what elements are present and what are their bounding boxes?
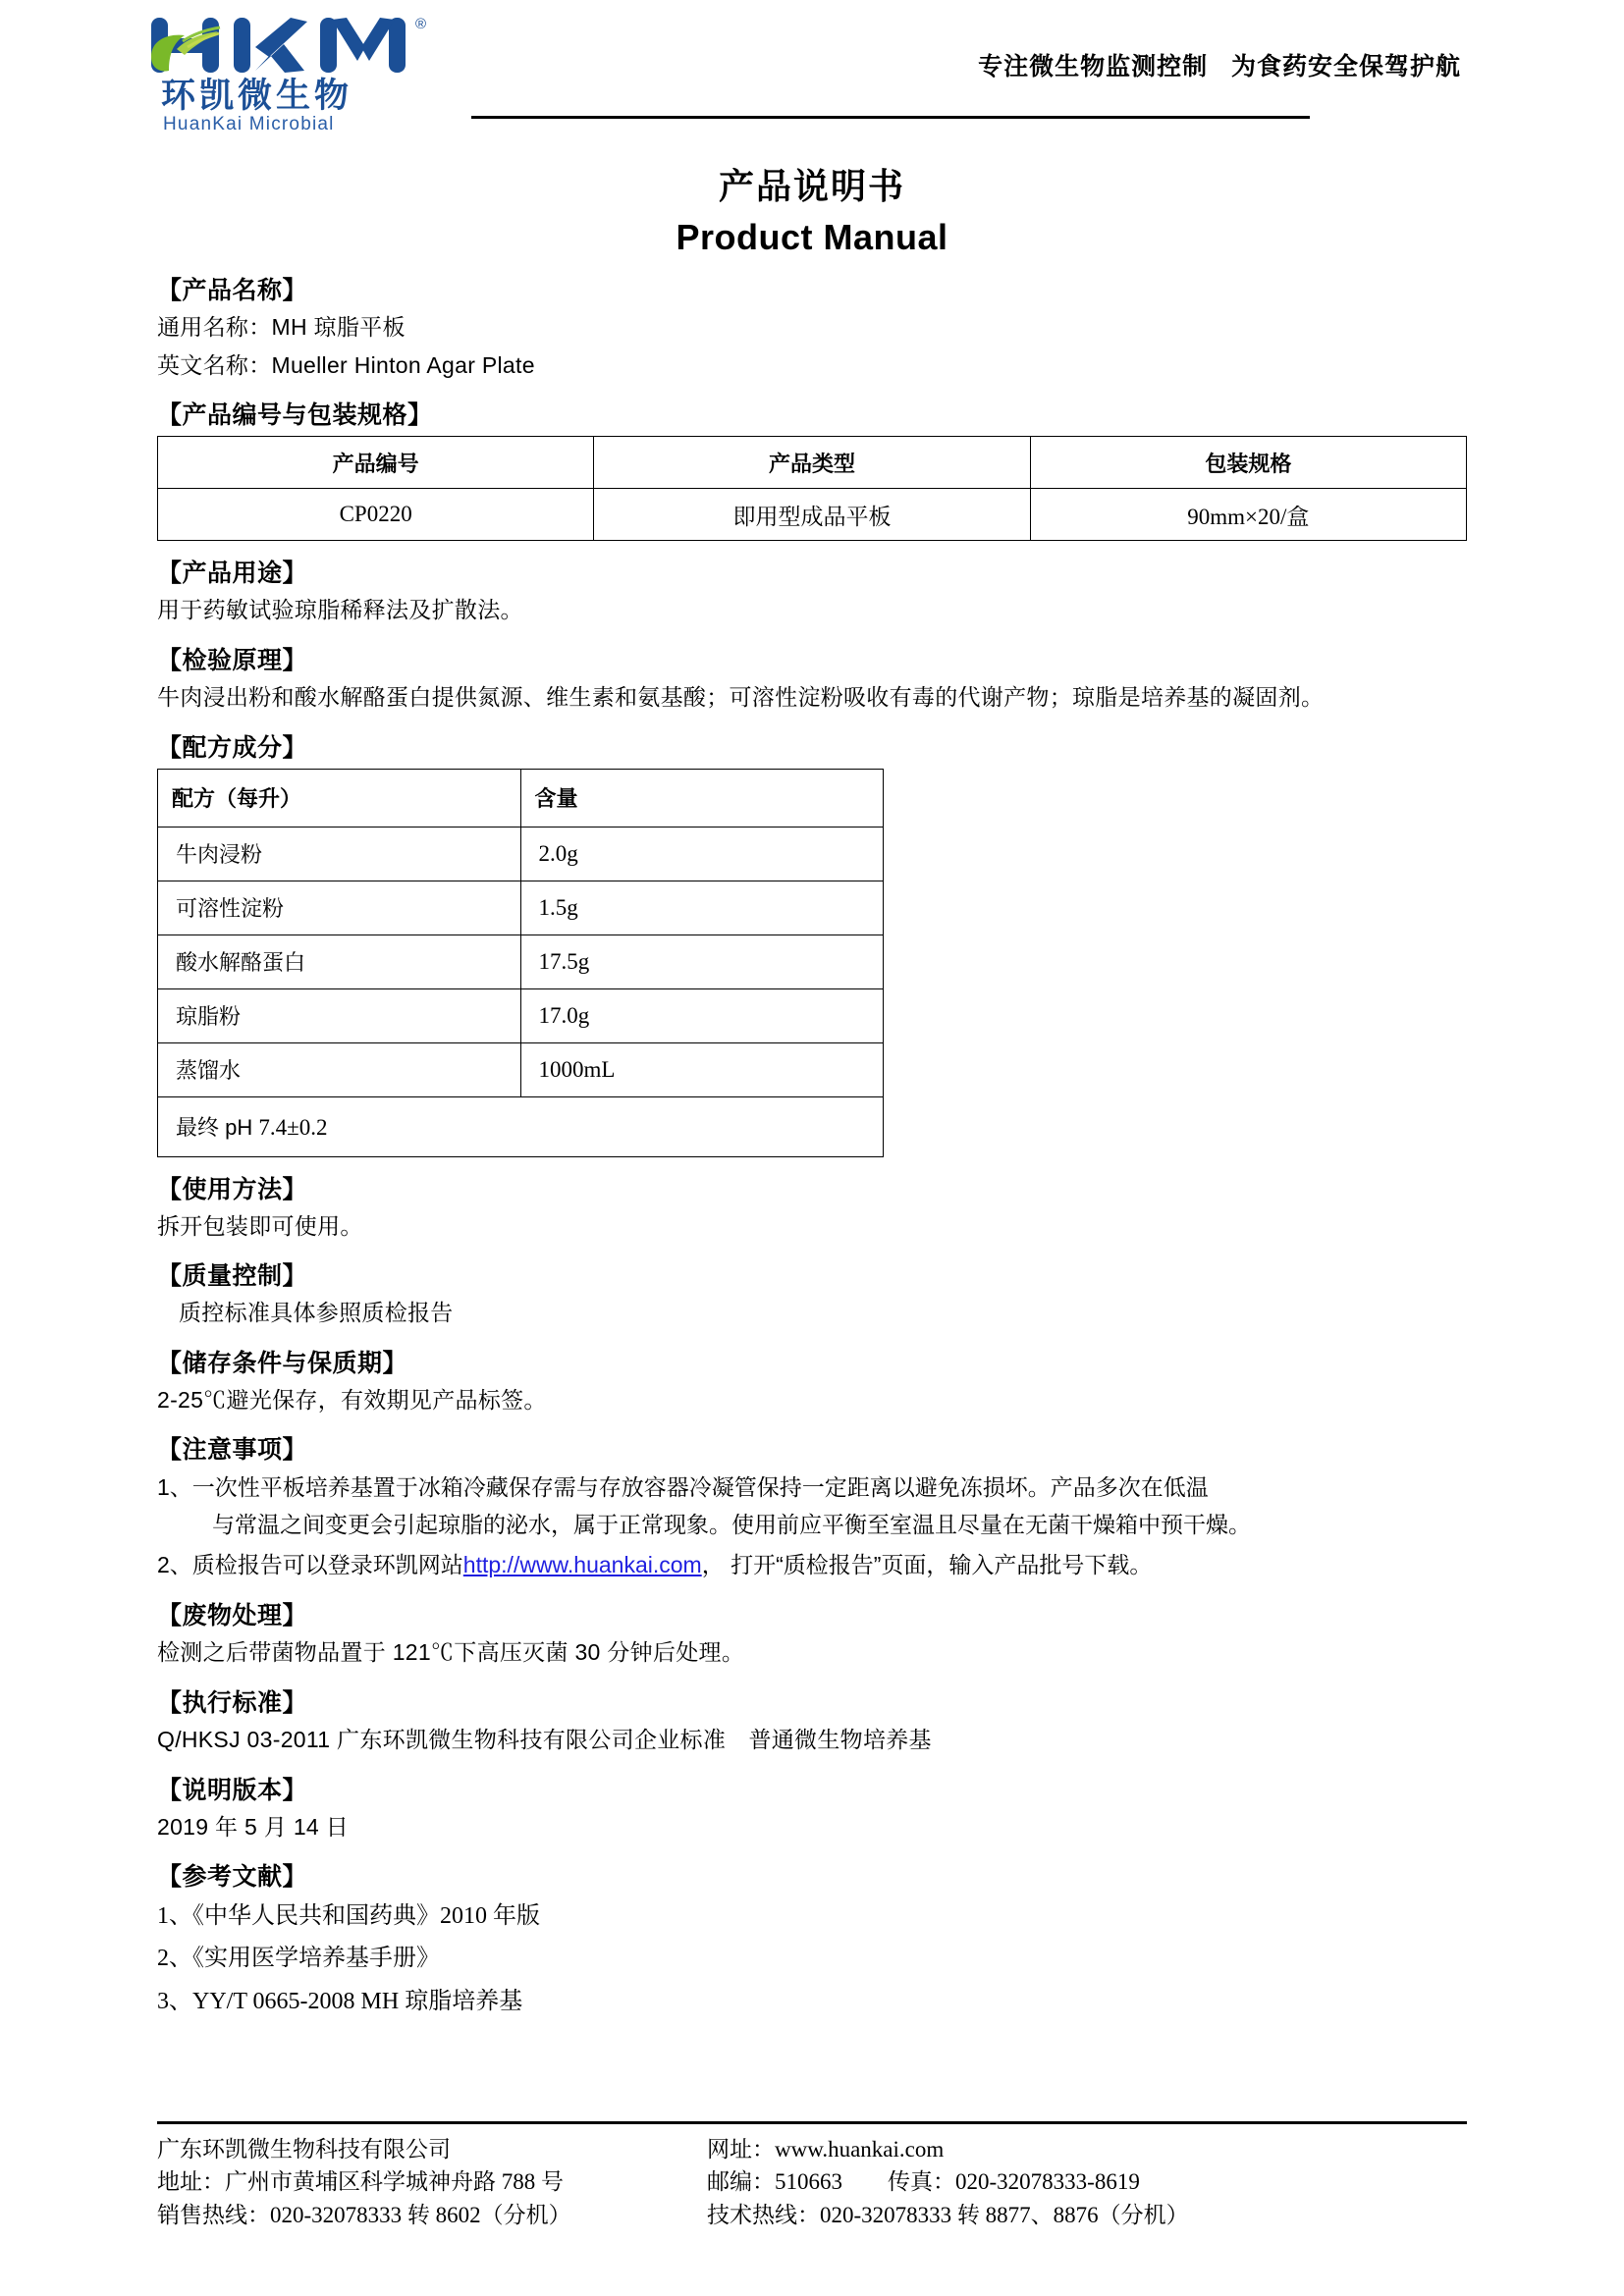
col-header-product-type: 产品类型 (594, 437, 1030, 489)
footer-website: 网址：www.huankai.com (707, 2136, 945, 2162)
section-heading-principle: 【检验原理】 (157, 646, 308, 674)
cell-ingredient-amount: 17.0g (520, 988, 884, 1042)
formula-table (157, 769, 884, 1157)
precaution-2-text-after: ， 打开“质检报告”页面，输入产品批号下载。 (701, 1551, 1153, 1577)
hkm-logo-mark (147, 14, 432, 80)
method-text: 拆开包装即可使用。 (157, 1212, 363, 1239)
col-header-package-spec: 包装规格 (1030, 437, 1466, 489)
footer-postcode-fax: 邮编：510663 传真：020-32078333-8619 (707, 2169, 1140, 2195)
reference-item: 3、YY/T 0665-2008 MH 琼脂培养基 (157, 1988, 523, 2014)
footer-left-column (157, 2133, 707, 2231)
footer-address: 地址：广州市黄埔区科学城神舟路 788 号 (157, 2169, 564, 2195)
table-row (158, 1042, 884, 1096)
header-divider (471, 116, 1310, 119)
product-code-table (157, 436, 1467, 541)
precaution-2-text-before: 质检报告可以登录环凯网站 (191, 1551, 463, 1577)
section-heading-precautions: 【注意事项】 (157, 1436, 308, 1465)
footer-right-column (707, 2133, 1467, 2231)
table-row (158, 988, 884, 1042)
page-title-cn: 产品说明书 (718, 166, 905, 206)
principle-text: 牛肉浸出粉和酸水解酪蛋白提供氮源、维生素和氨基酸；可溶性淀粉吸收有毒的代谢产物；琼脂是培养基的凝固剂。 (157, 683, 1325, 710)
cell-ingredient-name: 蒸馏水 (158, 1042, 521, 1096)
col-header-formula: 配方（每升） (158, 769, 521, 827)
product-english-name: 英文名称：Mueller Hinton Agar Plate (157, 351, 535, 378)
storage-text: 2-25℃避光保存，有效期见产品标签。 (157, 1386, 547, 1413)
cell-ingredient-amount: 2.0g (520, 827, 884, 881)
col-header-product-code: 产品编号 (158, 437, 594, 489)
section-heading-storage: 【储存条件与保质期】 (157, 1349, 408, 1377)
quality-control-text: 质控标准具体参照质检报告 (179, 1300, 454, 1326)
page-title-en: Product Manual (676, 217, 948, 257)
table-header-row (158, 437, 1467, 489)
section-heading-waste: 【废物处理】 (157, 1602, 308, 1630)
cell-product-type: 即用型成品平板 (594, 489, 1030, 541)
purpose-text: 用于药敏试验琼脂稀释法及扩散法。 (157, 597, 523, 623)
precaution-2-number: 2、 (157, 1551, 192, 1577)
section-heading-references: 【参考文献】 (157, 1863, 308, 1892)
cell-ingredient-name: 可溶性淀粉 (158, 881, 521, 934)
registered-trademark-icon: ® (414, 16, 426, 32)
cell-final-ph (158, 1096, 884, 1156)
cell-ingredient-amount: 1000mL (520, 1042, 884, 1096)
cell-ingredient-name: 酸水解酪蛋白 (158, 934, 521, 988)
table-row (158, 489, 1467, 541)
section-heading-purpose: 【产品用途】 (157, 560, 308, 588)
precaution-item-1 (157, 1469, 1467, 1543)
ph-value: 7.4±0.2 (258, 1115, 328, 1141)
reference-item: 1、《中华人民共和国药典》2010 年版 (157, 1903, 540, 1930)
section-heading-quality-control: 【质量控制】 (157, 1262, 308, 1291)
waste-text: 检测之后带菌物品置于 121℃下高压灭菌 30 分钟后处理。 (157, 1639, 745, 1666)
footer-divider (157, 2121, 1467, 2124)
section-heading-method: 【使用方法】 (157, 1175, 308, 1203)
cell-ingredient-amount: 1.5g (520, 881, 884, 934)
logo-english-name: HuanKai Microbial (163, 113, 335, 134)
table-row-ph (158, 1096, 884, 1156)
table-row (158, 827, 884, 881)
cell-ingredient-name: 牛肉浸粉 (158, 827, 521, 881)
reference-item: 2、《实用医学培养基手册》 (157, 1946, 440, 1972)
section-heading-standard: 【执行标准】 (157, 1688, 308, 1717)
page-header (157, 0, 1467, 137)
section-heading-formula: 【配方成分】 (157, 733, 308, 762)
logo-chinese-name: 环凯微生物 (161, 77, 353, 115)
version-date: 2019 年 5 月 14 日 (157, 1813, 349, 1840)
table-row (158, 934, 884, 988)
cell-ingredient-name: 琼脂粉 (158, 988, 521, 1042)
cell-product-code: CP0220 (158, 489, 594, 541)
table-row (158, 881, 884, 934)
footer-tech-hotline: 技术热线：020-32078333 转 8877、8876（分机） (707, 2202, 1189, 2227)
table-header-row (158, 769, 884, 827)
company-logo (147, 0, 442, 135)
ph-label: 最终 pH (176, 1115, 253, 1141)
company-tagline: 专注微生物监测控制 为食药安全保驾护航 (978, 53, 1461, 80)
cell-ingredient-amount: 17.5g (520, 934, 884, 988)
section-heading-product-name: 【产品名称】 (157, 277, 308, 304)
cell-package-spec: 90mm×20/盒 (1030, 489, 1466, 541)
precaution-item-2 (157, 1547, 1467, 1583)
section-heading-version: 【说明版本】 (157, 1776, 308, 1804)
footer-content (157, 2133, 1467, 2231)
tagline-container (442, 0, 1467, 82)
section-heading-product-code: 【产品编号与包装规格】 (157, 401, 433, 430)
standard-text: Q/HKSJ 03-2011 广东环凯微生物科技有限公司企业标准 普通微生物培养基 (157, 1726, 932, 1752)
precaution-1-number: 1、 (157, 1474, 192, 1501)
precaution-1-line2: 与常温之间变更会引起琼脂的泌水，属于正常现象。使用前应平衡至室温且尽量在无菌干燥箱中预干燥。 (212, 1511, 1251, 1537)
huankai-website-link[interactable]: http://www.huankai.com (462, 1551, 702, 1577)
page-footer (157, 2121, 1467, 2231)
col-header-content: 含量 (520, 769, 884, 827)
precaution-1-line1: 一次性平板培养基置于冰箱冷藏保存需与存放容器冷凝管保持一定距离以避免冻损坏。产品多次在低温 (191, 1474, 1209, 1501)
footer-company-name: 广东环凯微生物科技有限公司 (157, 2136, 451, 2162)
product-common-name: 通用名称：MH 琼脂平板 (157, 314, 406, 340)
footer-sales-hotline: 销售热线：020-32078333 转 8602（分机） (157, 2202, 571, 2227)
